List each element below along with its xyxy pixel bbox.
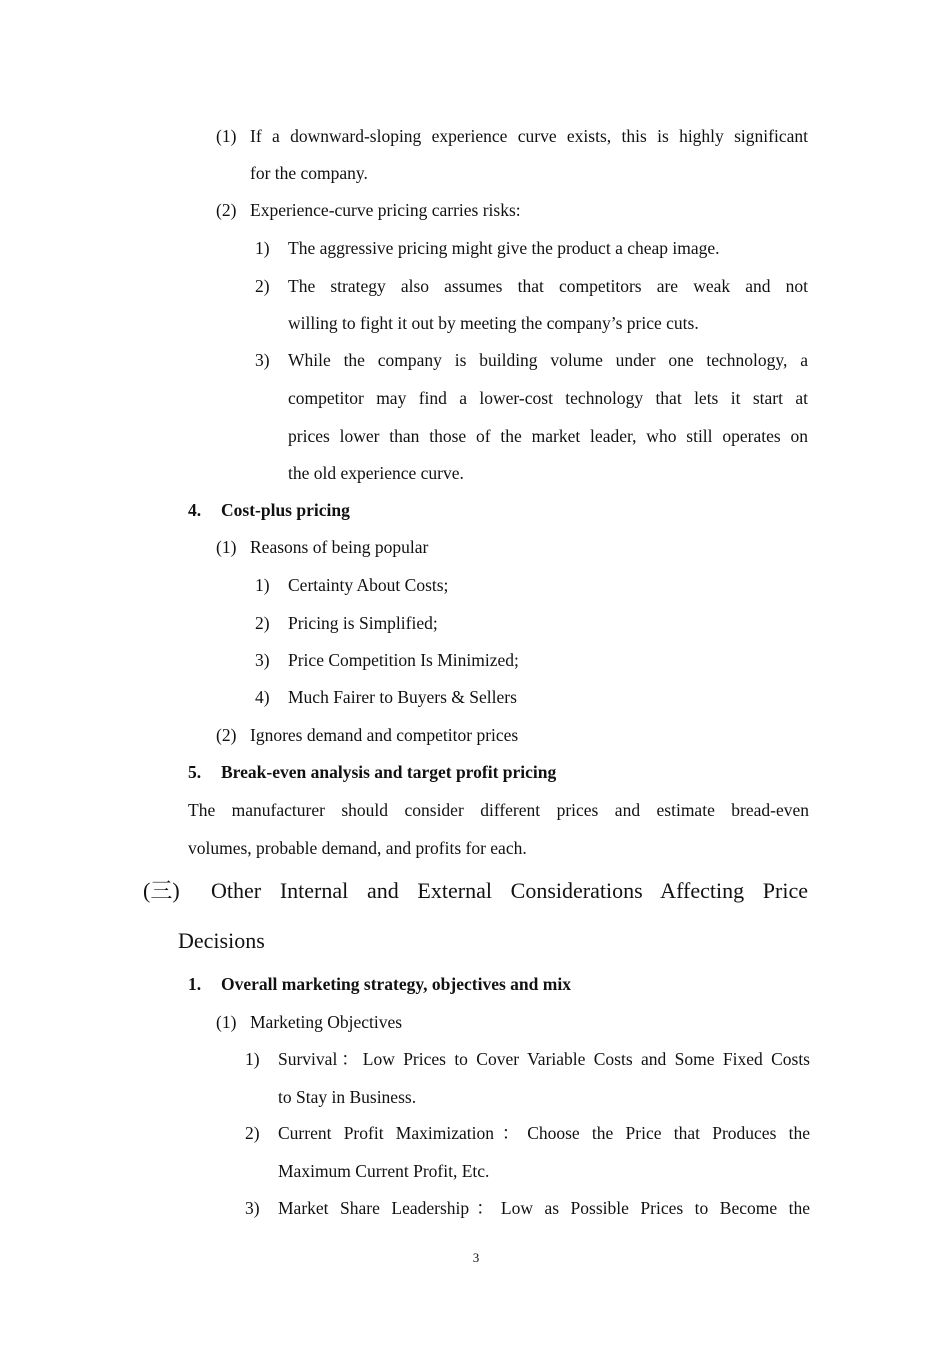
section-number: 4. — [188, 500, 202, 520]
paragraph-line: While the company is building volume under one technology, a — [288, 350, 808, 370]
paragraph-line: If a downward-sloping experience curve exists, this is highly significant — [250, 126, 808, 146]
paragraph-line: the old experience curve. — [288, 463, 464, 483]
paragraph-line: Reasons of being popular — [250, 537, 429, 557]
paragraph-line: Current Profit Maximization：Choose the Price that Produces the — [278, 1123, 810, 1143]
paragraph-line: willing to fight it out by meeting the company’s price cuts. — [288, 313, 699, 333]
section-heading: Overall marketing strategy, objectives and mix — [221, 974, 571, 994]
item-number: 1) — [255, 238, 270, 258]
paragraph-line: The manufacturer should consider different prices and estimate bread-even — [188, 800, 809, 820]
chapter-heading: Other Internal and External Considerations Affecting Price — [211, 878, 808, 903]
item-number: (1) — [216, 1012, 237, 1032]
paragraph-line: to Stay in Business. — [278, 1087, 417, 1107]
paragraph-line: prices lower than those of the market leader, who still operates on — [288, 426, 808, 446]
section-heading: Break-even analysis and target profit pricing — [221, 762, 557, 782]
list-item: Pricing is Simplified; — [288, 613, 438, 633]
item-number: 3) — [255, 350, 270, 370]
paragraph-line: Maximum Current Profit, Etc. — [278, 1161, 490, 1181]
item-number: 2) — [255, 276, 270, 296]
item-number: (2) — [216, 725, 237, 745]
paragraph-line: The strategy also assumes that competitors are weak and not — [288, 276, 808, 296]
paragraph-line: Ignores demand and competitor prices — [250, 725, 519, 745]
paragraph-line: The aggressive pricing might give the product a cheap image. — [288, 238, 720, 258]
paragraph-line: Survival：Low Prices to Cover Variable Costs and Some Fixed Costs — [278, 1049, 810, 1069]
paragraph-line: for the company. — [250, 163, 368, 183]
item-number: 3) — [255, 650, 270, 670]
paragraph-line: volumes, probable demand, and profits for each. — [188, 838, 527, 858]
item-number: (1) — [216, 126, 237, 146]
section-number: 1. — [188, 974, 202, 994]
item-number: 1) — [255, 575, 270, 595]
list-item: Much Fairer to Buyers & Sellers — [288, 687, 517, 707]
item-number: (1) — [216, 537, 237, 557]
chapter-number: (三) — [143, 878, 180, 903]
page-number: 3 — [472, 1250, 480, 1265]
paragraph-line: competitor may find a lower-cost technology that lets it start at — [288, 388, 808, 408]
item-number: 3) — [245, 1198, 260, 1218]
section-heading: Cost-plus pricing — [221, 500, 350, 520]
list-item: Price Competition Is Minimized; — [288, 650, 519, 670]
chapter-heading: Decisions — [178, 928, 265, 953]
paragraph-line: Experience-curve pricing carries risks: — [250, 200, 521, 220]
paragraph-line: Marketing Objectives — [250, 1012, 403, 1032]
item-number: 2) — [245, 1123, 260, 1143]
list-item: Certainty About Costs; — [288, 575, 449, 595]
item-number: 2) — [255, 613, 270, 633]
item-number: 1) — [245, 1049, 260, 1069]
paragraph-line: Market Share Leadership：Low as Possible Prices to Become the — [278, 1198, 810, 1218]
item-number: (2) — [216, 200, 237, 220]
section-number: 5. — [188, 762, 202, 782]
item-number: 4) — [255, 687, 270, 707]
